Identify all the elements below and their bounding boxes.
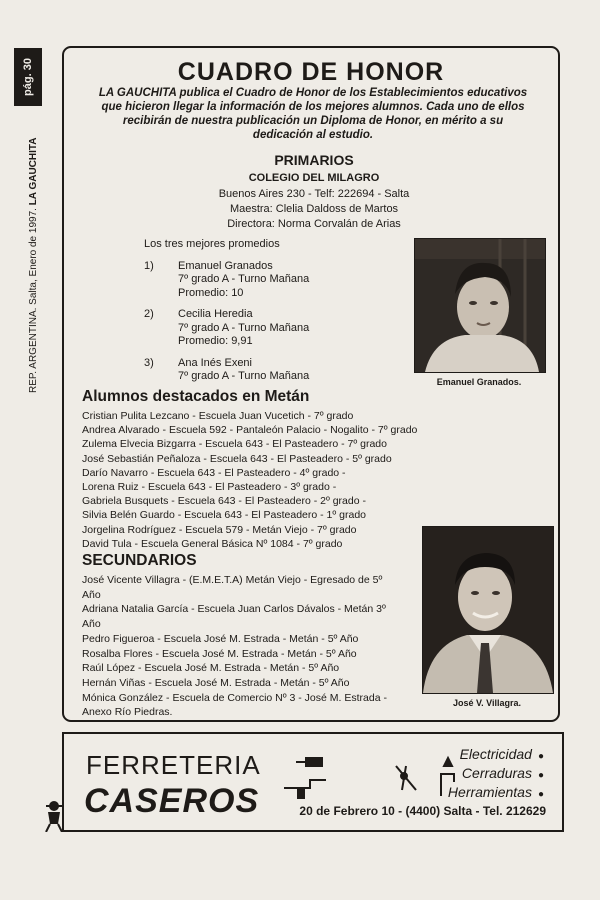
side-label [14, 48, 44, 393]
intro-paragraph [92, 86, 534, 142]
drill-icon [284, 780, 326, 798]
best-averages [144, 238, 414, 384]
publication-date: REP. ARGENTINA. Salta, Enero de 1997. [28, 208, 39, 393]
list-item: Adriana Natalia García - Escuela Juan Carlos Dávalos - Metán 3º Año [82, 603, 386, 631]
list-item: Rosalba Flores - Escuela José M. Estrada - Metán - 5º Año [82, 647, 357, 660]
screwdriver-icon [296, 758, 322, 766]
best-num: 1) [144, 259, 154, 272]
best-grade: 7º grado A - Turno Mañana [178, 321, 310, 334]
best-name: Ana Inés Exeni [178, 356, 252, 369]
photo-emanuel [414, 238, 546, 373]
school-teacher: Maestra: Clelia Daldoss de Martos [229, 203, 399, 215]
best-name: Cecilia Heredia [178, 308, 253, 320]
honor-title: CUADRO DE HONOR [177, 58, 445, 86]
best-average: Promedio: 9,91 [178, 335, 253, 347]
ad-address: 20 de Febrero 10 - (4400) Salta - Tel. 212629 [299, 804, 546, 818]
service-item: Herramientas [447, 784, 532, 800]
list-item: Cristian Pulita Lezcano - Escuela Juan Vucetich - 7º grado [82, 410, 354, 422]
best-average: Promedio: 10 [178, 286, 244, 299]
list-item: Pedro Figueroa - Escuela José M. Estrada - Metán - 5º Año [82, 632, 359, 645]
list-item: Darío Navarro - Escuela 643 - El Pasteadero - 4º grado - [82, 466, 346, 479]
list-item: Silvia Belén Guardo - Escuela 643 - El Pasteadero - 1º grado [82, 509, 366, 522]
school-address: Buenos Aires 230 - Telf: 222694 - Salta [218, 188, 410, 200]
list-item: Zulema Elvecia Bizgarra - Escuela 643 - El Pasteadero - 7º grado [82, 438, 387, 451]
list-item: Raúl López - Escuela José M. Estrada - Metán - 5º Año [82, 662, 340, 675]
school-director: Directora: Norma Corvalán de Arias [227, 218, 401, 230]
ad-services: Electricidad ● Cerraduras ● Herramientas ● [447, 746, 544, 800]
photo-caption-emanuel: Emanuel Granados. [436, 377, 522, 387]
list-item: Andrea Alvarado - Escuela 592 - Pantaleón Palacio - Nogalito - 7º grado [82, 424, 418, 437]
intro-brand: LA GAUCHITA [98, 87, 177, 99]
page-number: pág. 30 [22, 58, 34, 96]
list-item: Jorgelina Rodríguez - Escuela 579 - Metán Viejo - 7º grado [82, 523, 357, 536]
best-title: Los tres mejores promedios [144, 238, 280, 250]
ad-name-line1: FERRETERIA [86, 750, 261, 780]
list-item: José Vicente Villagra - (E.M.E.T.A) Metán Viejo - Egresado de 5º Año [82, 574, 383, 601]
best-num: 3) [144, 356, 154, 369]
destacados-heading: Alumnos destacados en Metán [82, 388, 310, 405]
destacados-list [82, 409, 442, 551]
photo-villagra [422, 526, 554, 694]
list-item: Mónica González - Escuela de Comercio Nº 3 - José M. Estrada - Anexo Río Piedras. [82, 691, 387, 719]
best-item [144, 260, 414, 301]
list-item: Lorena Ruiz - Escuela 643 - El Pasteadero - 3º grado - [82, 481, 337, 494]
best-name: Emanuel Granados [178, 259, 273, 272]
advertisement [62, 732, 564, 832]
primarios-block [164, 152, 464, 232]
best-grade: 7º grado A - Turno Mañana [178, 370, 310, 382]
intro-text: publica el Cuadro de Honor de los Establecimientos educativos que hicieron llegar la información de los mejores alumnos. Cada uno de ellos recibirán de nuestra publicación un Diploma de Honor, en mérito a su dedicación al estudio. [101, 87, 528, 141]
list-item: José Sebastián Peñaloza - Escuela 643 - El Pasteadero - 5º grado [82, 452, 392, 465]
primarios-heading: PRIMARIOS [274, 152, 354, 168]
service-item: Cerraduras [461, 765, 532, 781]
best-grade: 7º grado A - Turno Mañana [178, 273, 310, 285]
best-item [144, 357, 414, 384]
list-item: David Tula - Escuela General Básica Nº 1084 - 7º grado [82, 537, 343, 550]
secundarios-list [82, 573, 402, 720]
photo-caption-villagra: José V. Villagra. [452, 698, 522, 708]
list-item: Gabriela Busquets - Escuela 643 - El Pasteadero - 2º grado - [82, 495, 366, 508]
publication-line [28, 138, 39, 393]
school-name: COLEGIO DEL MILAGRO [248, 172, 380, 184]
best-item [144, 308, 414, 349]
best-num: 2) [144, 308, 154, 320]
secundarios-heading: SECUNDARIOS [82, 552, 197, 569]
page-number-tab [14, 48, 42, 106]
pliers-icon [396, 766, 416, 790]
ad-name-line2: CASEROS [84, 782, 260, 820]
mascot-icon [42, 798, 66, 832]
list-item: Hernán Viñas - Escuela José M. Estrada - Metán - 5º Año [82, 676, 350, 689]
publication-brand: LA GAUCHITA [28, 137, 39, 206]
honor-box [62, 46, 560, 722]
service-item: Electricidad [459, 746, 532, 762]
